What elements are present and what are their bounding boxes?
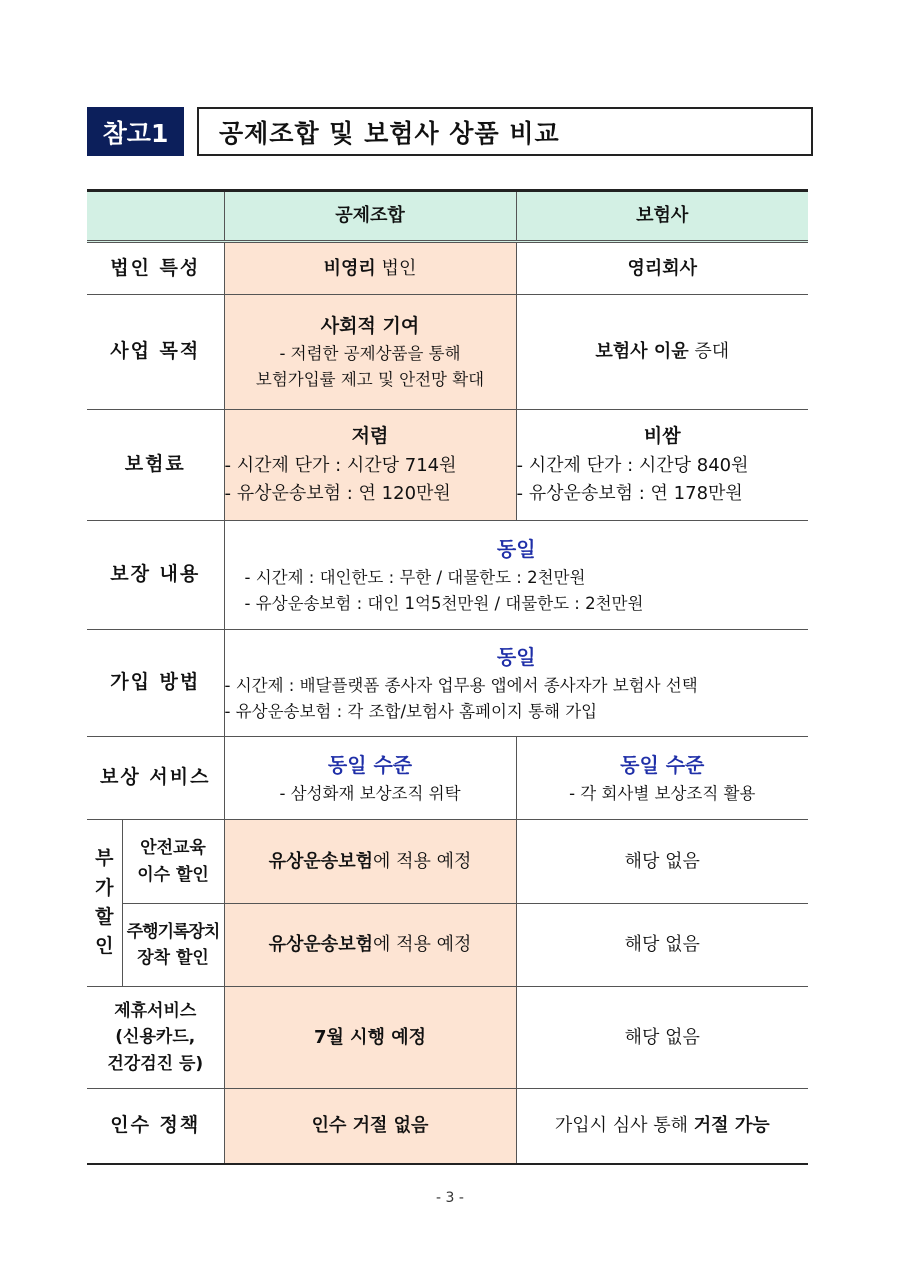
mutual-line: - 삼성화재 보상조직 위탁 <box>279 783 461 803</box>
shared-line-2: - 유상운송보험 : 각 조합/보험사 홈페이지 통해 가입 <box>224 701 598 721</box>
row-label: 보험료 <box>87 410 224 521</box>
reference-tag: 참고1 <box>87 107 184 156</box>
col-insurer-header: 보험사 <box>516 191 808 242</box>
col-mutual-header: 공제조합 <box>224 191 516 242</box>
mutual-cell <box>224 904 516 987</box>
row-discount-edu <box>87 820 808 904</box>
mutual-cell: 7월 시행 예정 <box>224 987 516 1089</box>
row-coverage <box>87 521 808 630</box>
insurer-cell: 해당 없음 <box>516 904 808 987</box>
group-char: 인 <box>95 935 114 958</box>
shared-head: 동일 <box>496 536 536 561</box>
insurer-cell <box>516 410 808 521</box>
insurer-line: - 각 회사별 보상조직 활용 <box>569 783 756 803</box>
shared-line-2: - 유상운송보험 : 대인 1억5천만원 / 대물한도 : 2천만원 <box>244 593 644 613</box>
row-sub-label <box>122 904 224 987</box>
mutual-head: 동일 수준 <box>327 752 413 777</box>
row-corp <box>87 242 808 295</box>
page-number: - 3 - <box>436 1190 464 1206</box>
insurer-line-2: - 유상운송보험 : 연 178만원 <box>516 482 743 504</box>
page-title: 공제조합 및 보험사 상품 비교 <box>197 107 813 156</box>
row-purpose <box>87 295 808 410</box>
insurer-bold: 거절 가능 <box>693 1114 770 1136</box>
shared-cell <box>224 521 808 630</box>
row-label: 가입 방법 <box>87 630 224 737</box>
row-join <box>87 630 808 737</box>
mutual-head: 사회적 기여 <box>320 314 420 337</box>
discount-group-label <box>87 820 122 987</box>
insurer-bold: 보험사 이윤 <box>595 341 689 363</box>
shared-line-1: - 시간제 : 배달플랫폼 종사자 업무용 앱에서 종사자가 보험사 선택 <box>224 675 698 695</box>
mutual-line-2: 보험가입률 제고 및 안전망 확대 <box>255 369 485 389</box>
mutual-rest: 법인 <box>375 257 417 279</box>
mutual-bold: 유상운송보험 <box>268 934 373 956</box>
sub-label-2: 장착 할인 <box>137 948 209 968</box>
group-char: 할 <box>95 906 114 928</box>
mutual-cell <box>224 410 516 521</box>
group-char: 부 <box>95 847 114 870</box>
row-partner <box>87 987 808 1089</box>
group-char: 가 <box>95 876 114 899</box>
label-line-2: (신용카드, <box>115 1027 196 1048</box>
row-label: 인수 정책 <box>87 1089 224 1164</box>
insurer-cell: 해당 없음 <box>516 987 808 1089</box>
label-line-1: 제휴서비스 <box>114 1000 197 1021</box>
title-row <box>87 107 813 156</box>
mutual-line-1: - 시간제 단가 : 시간당 714원 <box>224 454 457 476</box>
mutual-rest: 에 적용 예정 <box>372 934 472 956</box>
insurer-cell: 영리회사 <box>516 242 808 295</box>
table-header-row <box>87 191 808 242</box>
mutual-cell <box>224 295 516 410</box>
insurer-cell: 해당 없음 <box>516 820 808 904</box>
comparison-table <box>87 189 808 1165</box>
shared-head: 동일 <box>496 644 536 669</box>
insurer-rest: 가입시 심사 통해 <box>554 1114 694 1136</box>
mutual-cell <box>224 820 516 904</box>
row-premium <box>87 410 808 521</box>
insurer-cell <box>516 737 808 820</box>
sub-label-1: 주행기록장치 <box>126 921 220 942</box>
row-label: 보장 내용 <box>87 521 224 630</box>
mutual-bold: 유상운송보험 <box>268 850 373 872</box>
row-sub-label <box>122 820 224 904</box>
row-label: 사업 목적 <box>87 295 224 410</box>
mutual-cell: 인수 거절 없음 <box>224 1089 516 1164</box>
insurer-head: 동일 수준 <box>620 752 705 777</box>
mutual-rest: 에 적용 예정 <box>372 850 472 872</box>
shared-line-1: - 시간제 : 대인한도 : 무한 / 대물한도 : 2천만원 <box>244 567 586 587</box>
row-service <box>87 737 808 820</box>
insurer-head: 비쌈 <box>643 425 681 448</box>
row-label: 법인 특성 <box>87 242 224 295</box>
mutual-cell <box>224 737 516 820</box>
mutual-head: 저렴 <box>351 425 389 448</box>
shared-cell <box>224 630 808 737</box>
insurer-cell <box>516 295 808 410</box>
sub-label-1: 안전교육 <box>140 838 206 859</box>
header-corner <box>87 191 224 242</box>
row-underwriting <box>87 1089 808 1164</box>
insurer-cell <box>516 1089 808 1164</box>
mutual-line-2: - 유상운송보험 : 연 120만원 <box>224 482 451 504</box>
sub-label-2: 이수 할인 <box>137 864 209 885</box>
row-label <box>87 987 224 1089</box>
insurer-rest: 증대 <box>688 341 730 363</box>
mutual-bold: 비영리 <box>323 257 376 279</box>
row-discount-recorder <box>87 904 808 987</box>
insurer-line-1: - 시간제 단가 : 시간당 840원 <box>516 454 749 476</box>
row-label: 보상 서비스 <box>87 737 224 820</box>
mutual-line-1: - 저렴한 공제상품을 통해 <box>279 344 461 364</box>
mutual-cell <box>224 242 516 295</box>
label-line-3: 건강검진 등) <box>107 1053 204 1074</box>
